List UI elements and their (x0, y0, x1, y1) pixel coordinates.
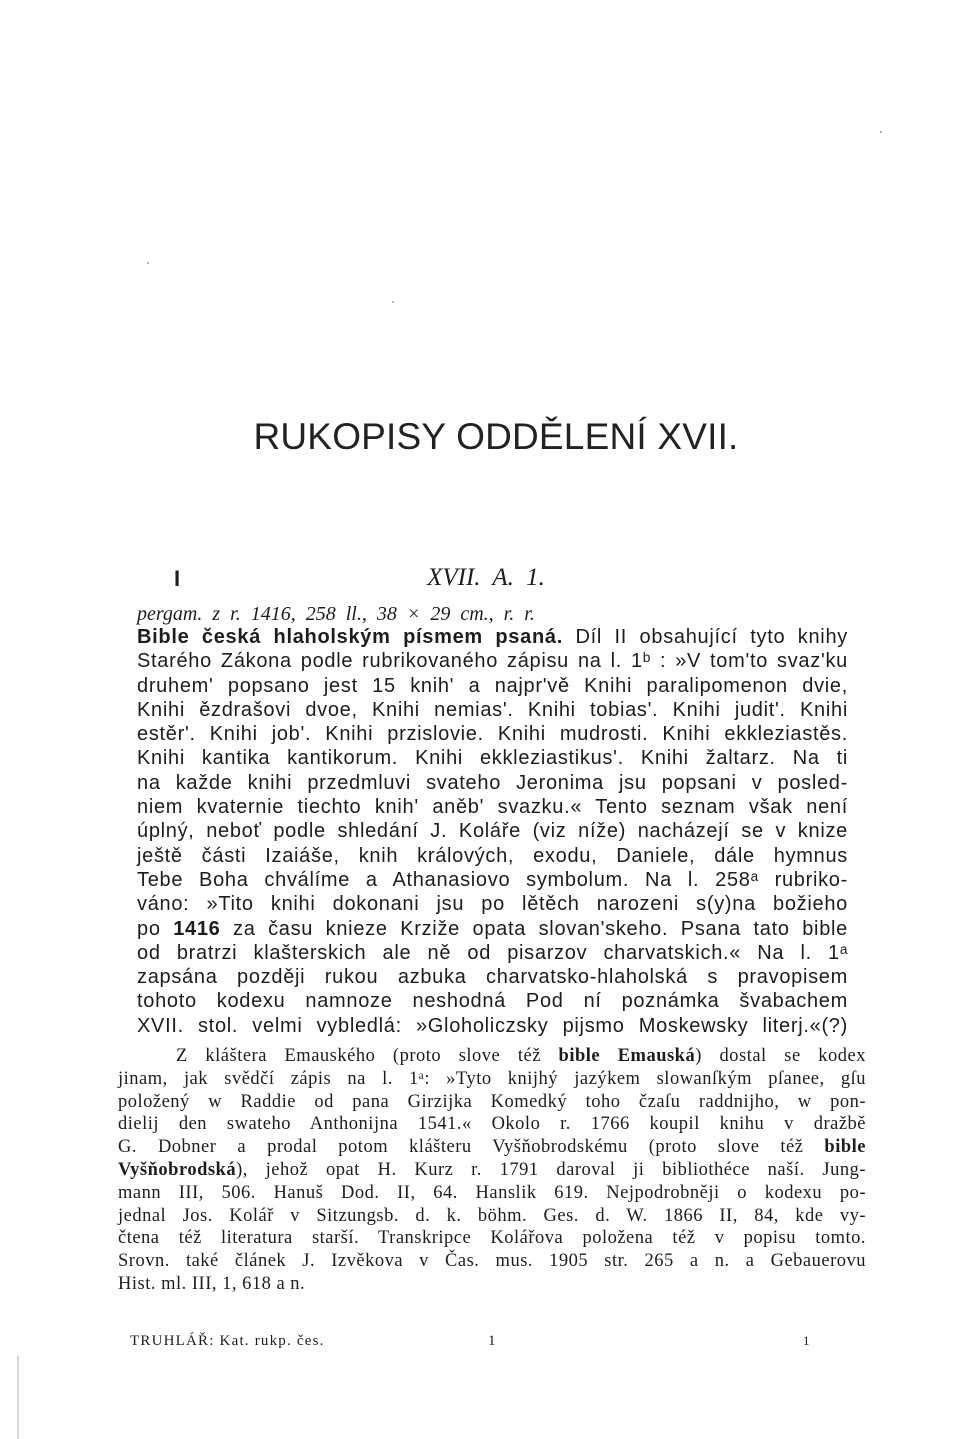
text-run: položený w Raddie od pana Girzijka Komedký toho čzaſu raddnijho, w pon- (118, 1091, 866, 1112)
bold-text-run: bible Emauská (558, 1046, 696, 1066)
text-line (137, 844, 848, 868)
scan-edge-mark (17, 1356, 19, 1439)
text-run: G. Dobner a prodal potom klášteru Vyšňobrodskému (proto slove též (118, 1137, 825, 1158)
text-line (118, 1227, 866, 1250)
text-run: Tebe Boha chválíme a Athanasiovo symbolum. Na l. 258ᵃ rubriko- (137, 868, 848, 891)
text-line (137, 941, 848, 965)
text-line (118, 1273, 866, 1296)
text-line (118, 1068, 866, 1091)
text-line (118, 1136, 866, 1159)
scan-speck (392, 301, 394, 303)
shelfmark-heading: XVII. A. 1. (427, 564, 545, 591)
text-line (137, 795, 848, 819)
text-line (137, 625, 848, 649)
bold-text-run: 1416 (173, 917, 221, 940)
scan-speck (147, 262, 149, 264)
text-run: Knihi kantika kantikorum. Knihi ekkleziastikus'. Knihi žaltarz. Na ti (137, 747, 848, 770)
text-run: mann III, 506. Hanuš Dod. II, 64. Hanslik 619. Nejpodrobněji o kodexu po- (118, 1182, 866, 1203)
bold-text-run: bible (824, 1137, 866, 1158)
text-run: Srovn. také článek J. Izvěkova v Čas. mus. 1905 str. 265 a n. a Gebauerovu (118, 1251, 866, 1272)
text-run: na každe knihi przedmluvi svateho Jeronima jsu popsani v posled- (137, 771, 848, 794)
text-run: ještě části Izaiáše, knih králových, exodu, Daniele, dále hymnus (137, 844, 848, 867)
text-run: Knihi ězdrašovi dvoe, Knihi nemias'. Knihi tobias'. Knihi judit'. Knihi (137, 698, 848, 721)
text-run: Z kláštera Emauského (proto slove též (176, 1046, 559, 1066)
text-line (137, 1014, 848, 1038)
text-line (137, 746, 848, 770)
sheet-signature: 1 (488, 1333, 496, 1349)
text-run: po (137, 917, 174, 940)
text-line (137, 698, 848, 722)
text-line (137, 989, 848, 1013)
text-run: Díl II obsahující tyto knihy (562, 626, 848, 648)
text-line (118, 1159, 866, 1182)
text-run: druhem' popsano jest 15 knih' a najpr'vě Knihi paralipomenon dvie, (137, 674, 848, 697)
text-line (137, 771, 848, 795)
bold-text-run: Bible česká hlaholským písmem psaná. (137, 626, 563, 648)
text-line (137, 722, 848, 746)
bold-text-run: Vyšňobrodská (118, 1159, 237, 1180)
text-run: váno: »Tito knihi dokonani jsu po lětěch narozeni s(y)na božieho (137, 893, 848, 916)
text-run: Hist. ml. III, 1, 618 a n. (118, 1273, 306, 1294)
text-run: jinam, jak svědčí zápis na l. 1ᵃ: »Tyto knijhý jazýkem slowanſkým pſanee, gſu (118, 1068, 866, 1089)
text-line (137, 674, 848, 698)
text-line (118, 1182, 866, 1205)
notes-paragraph (118, 1045, 866, 1296)
text-line (137, 965, 848, 989)
text-run: jednal Jos. Kolář v Sitzungsb. d. k. böhm. Ges. d. W. 1866 II, 84, kde vy- (118, 1205, 866, 1226)
text-run: za času knieze Krziže opata slovan'skeho. Psana tato bible (220, 917, 848, 940)
text-run: estěr'. Knihi job'. Knihi przislovie. Knihi mudrosti. Knihi ekkleziastěs. (137, 723, 848, 746)
text-run: od bratrzi klašterskich ale ně od pisarzov charvatskich.« Na l. 1ᵃ (137, 941, 848, 964)
text-line (137, 819, 848, 843)
page-title: RUKOPISY ODDĚLENÍ XVII. (253, 416, 739, 457)
text-line (137, 917, 848, 941)
text-run: ) dostal se kodex (695, 1046, 866, 1066)
text-run: Starého Zákona podle rubrikovaného zápisu na l. 1ᵇ : »V tom'to svaz'ku (137, 650, 848, 673)
text-run: čtena též literatura starší. Transkripce Kolářova položena též v popisu tomto. (118, 1228, 866, 1249)
page-number: 1 (803, 1333, 810, 1348)
text-line (118, 1113, 866, 1136)
scan-speck (880, 131, 882, 133)
text-line (137, 649, 848, 673)
text-line (118, 1250, 866, 1273)
text-line (118, 1205, 866, 1228)
text-run: XVII. stol. velmi vybledlá: »Gloholiczsky pijsmo Moskewsky literj.«(?) (137, 1014, 848, 1037)
text-line (118, 1091, 866, 1114)
text-line (137, 892, 848, 916)
text-run: tohoto kodexu namnoze neshodná Pod ní poznámka švabachem (137, 990, 848, 1013)
text-run: dielij den swateho Anthonijna 1541.« Okolo r. 1766 koupil knihu v dražbě (118, 1114, 866, 1135)
text-line (118, 1045, 866, 1068)
text-run: zapsána později rukou azbuka charvatsko-hlaholská s pravopisem (137, 966, 848, 989)
text-run: niem kvaternie tiechto knih' aněb' svazku.« Tento seznam však není (137, 796, 848, 819)
margin-mark: I (174, 566, 181, 591)
text-line (137, 868, 848, 892)
description-paragraph (137, 625, 848, 1038)
physical-description: pergam. z r. 1416, 258 ll., 38 × 29 cm., r. r. (137, 603, 535, 625)
text-run: úplný, neboť podle shledání J. Koláře (viz níže) nacházejí se v knize (137, 820, 848, 843)
running-title: TRUHLÁŘ: Kat. rukp. čes. (130, 1333, 325, 1349)
text-run: ), jehož opat H. Kurz r. 1791 daroval ji bibliothéce naší. Jung- (236, 1159, 866, 1180)
